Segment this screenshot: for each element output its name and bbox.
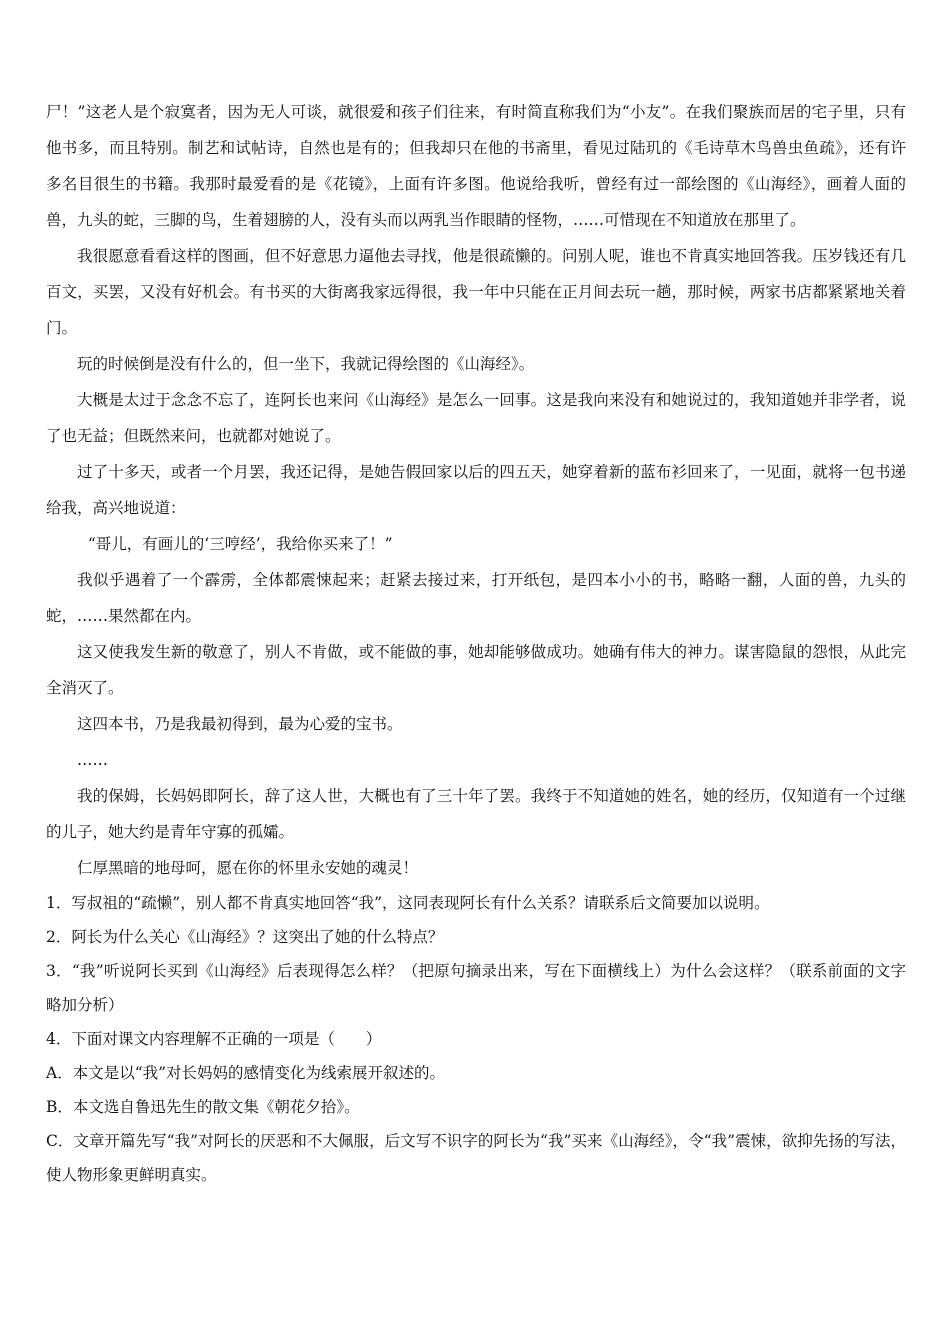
passage-paragraph: 过了十多天，或者一个月罢，我还记得，是她告假回家以后的四五天，她穿着新的蓝布衫回来了，一见面，就将一包书递给我，高兴地说道： bbox=[46, 463, 906, 517]
option-b: B．本文选自鲁迅先生的散文集《朝花夕拾》。 bbox=[46, 1098, 360, 1116]
passage-paragraph: 玩的时候倒是没有什么的，但一坐下，我就记得绘图的《山海经》。 bbox=[77, 355, 535, 373]
question-3: 3．“我”听说阿长买到《山海经》后表现得怎么样？（把原句摘录出来，写在下面横线上）为什么会这样？（联系前面的文字略加分析） bbox=[46, 962, 906, 1014]
passage-paragraph: 尸！”这老人是个寂寞者，因为无人可谈，就很爱和孩子们往来，有时简直称我们为“小友”。在我们聚族而居的宅子里，只有他书多，而且特别。制艺和试帖诗，自然也是有的；但我却只在他的书斋里，看见过陆玑的《毛诗草木鸟兽虫鱼疏》，还有许多名目很生的书籍。我那时最爱看的是《花镜》，上面有许多图。他说给我听，曾经有过一部绘图的《山海经》，画着人面的兽，九头的蛇，三脚的鸟，生着翅膀的人，没有头而以两乳当作眼睛的怪物，……可惜现在不知道放在那里了。 bbox=[46, 103, 906, 229]
option-a: A．本文是以“我”对长妈妈的感情变化为线索展开叙述的。 bbox=[46, 1064, 446, 1082]
question-2: 2．阿长为什么关心《山海经》？这突出了她的什么特点？ bbox=[46, 928, 444, 946]
option-c: C．文章开篇先写“我”对阿长的厌恶和不大佩服，后文写不识字的阿长为“我”买来《山海经》，令“我”震悚，欲抑先扬的写法，使人物形象更鲜明真实。 bbox=[46, 1132, 906, 1184]
passage-paragraph: 这四本书，乃是我最初得到，最为心爱的宝书。 bbox=[77, 715, 403, 733]
question-1: 1．写叔祖的“疏懒”，别人都不肯真实地回答“我”，这同表现阿长有什么关系？请联系后文简要加以说明。 bbox=[46, 894, 770, 912]
passage-ellipsis: …… bbox=[77, 751, 108, 769]
passage-dialog: “哥儿，有画儿的‘三哼经’，我给你买来了！” bbox=[87, 535, 393, 553]
passage-paragraph: 我似乎遇着了一个霹雳，全体都震悚起来；赶紧去接过来，打开纸包，是四本小小的书，略略一翻，人面的兽，九头的蛇，……果然都在内。 bbox=[46, 571, 906, 625]
document-body bbox=[46, 94, 906, 1192]
question-4: 4．下面对课文内容理解不正确的一项是（ ） bbox=[46, 1030, 382, 1048]
passage-paragraph: 我很愿意看看这样的图画，但不好意思力逼他去寻找，他是很疏懒的。问别人呢，谁也不肯真实地回答我。压岁钱还有几百文，买罢，又没有好机会。有书买的大街离我家远得很，我一年中只能在正月间去玩一趟，那时候，两家书店都紧紧地关着门。 bbox=[46, 247, 906, 337]
passage-paragraph: 这又使我发生新的敬意了，别人不肯做，或不能做的事，她却能够做成功。她确有伟大的神力。谋害隐鼠的怨恨，从此完全消灭了。 bbox=[46, 643, 906, 697]
passage-paragraph: 仁厚黑暗的地母呵，愿在你的怀里永安她的魂灵！ bbox=[77, 859, 419, 877]
passage-paragraph: 大概是太过于念念不忘了，连阿长也来问《山海经》是怎么一回事。这是我向来没有和她说过的，我知道她并非学者，说了也无益；但既然来问，也就都对她说了。 bbox=[46, 391, 906, 445]
passage-paragraph: 我的保姆，长妈妈即阿长，辞了这人世，大概也有了三十年了罢。我终于不知道她的姓名，她的经历，仅知道有一个过继的儿子，她大约是青年守寡的孤孀。 bbox=[46, 787, 906, 841]
